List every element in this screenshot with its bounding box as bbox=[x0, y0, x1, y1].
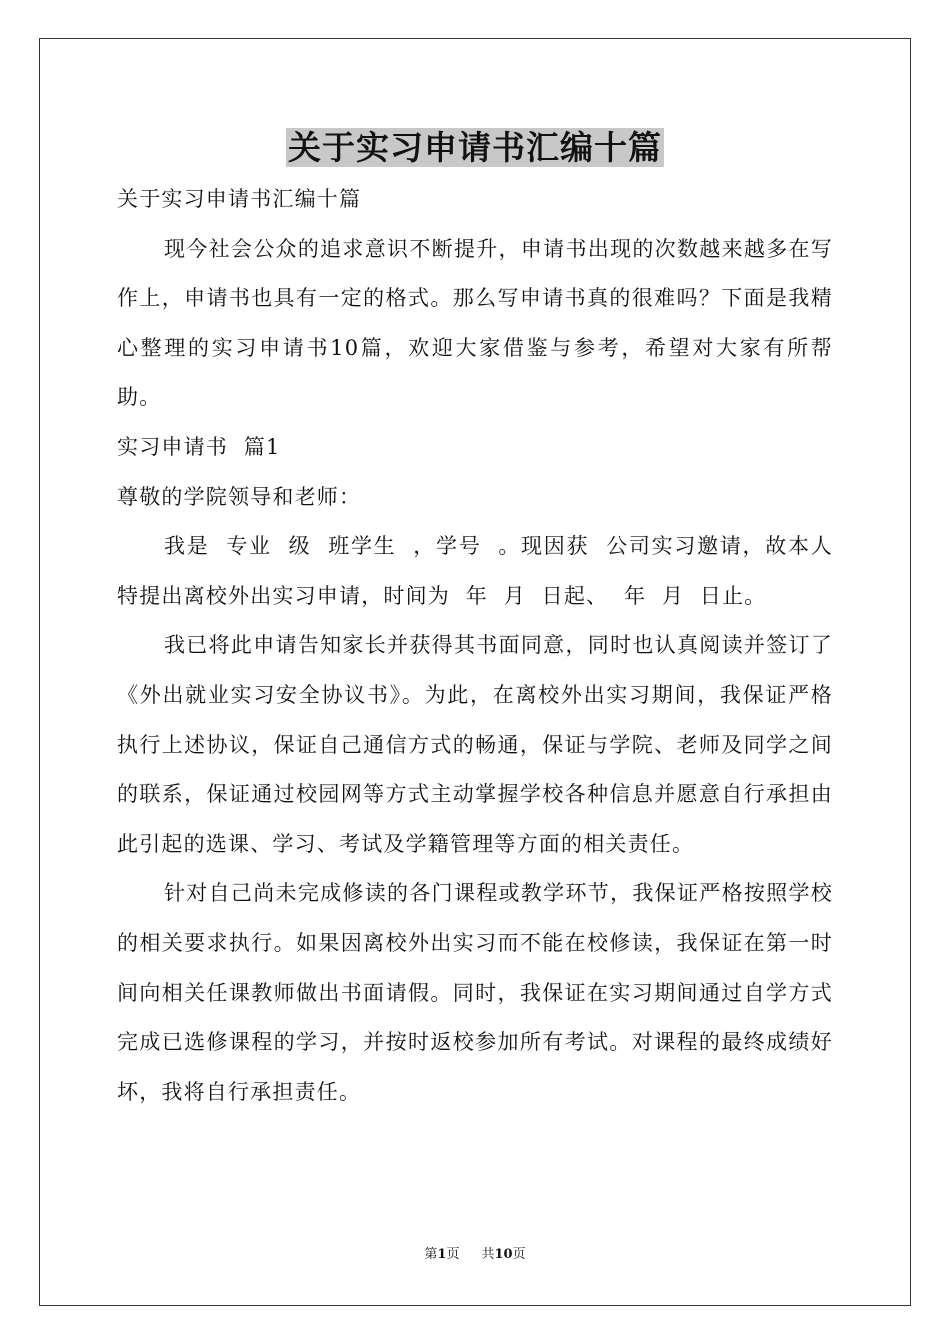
footer-prefix: 第 bbox=[424, 1247, 438, 1262]
salutation: 尊敬的学院领导和老师： bbox=[117, 484, 362, 509]
paragraph-application: 我是 专业 级 班学生 ，学号 。现因获 公司实习邀请，故本人特提出离校外出实习申请，时间为 年 月 日起、 年 月 日止。 bbox=[117, 534, 833, 608]
footer-total-suffix: 页 bbox=[512, 1247, 526, 1262]
paragraph-commitment: 我已将此申请告知家长并获得其书面同意，同时也认真阅读并签订了《外出就业实习安全协议书》。为此，在离校外出实习期间，我保证严格执行上述协议，保证自己通信方式的畅通，保证与学院、老师及同学之间的联系，保证通过校园网等方式主动掌握学校各种信息并愿意自行承担由此引起的选课、学习、考试及学籍管理等方面的相关责任。 bbox=[117, 633, 833, 856]
document-title-text: 关于实习申请书汇编十篇 bbox=[288, 128, 662, 167]
page-footer bbox=[0, 1246, 950, 1264]
document-body bbox=[117, 175, 833, 1117]
footer-page-suffix: 页 bbox=[446, 1247, 460, 1262]
footer-total-pages: 10 bbox=[494, 1247, 513, 1262]
paragraph-courses: 针对自己尚未完成修读的各门课程或教学环节，我保证严格按照学校的相关要求执行。如果因离校外出实习而不能在校修读，我保证在第一时间向相关任课教师做出书面请假。同时，我保证在实习期间通过自学方式完成已选修课程的学习，并按时返校参加所有考试。对课程的最终成绩好坏，我将自行承担责任。 bbox=[117, 881, 833, 1104]
paragraph-subtitle: 关于实习申请书汇编十篇 bbox=[117, 187, 362, 211]
footer-page-number: 1 bbox=[437, 1247, 447, 1262]
paragraph-intro: 现今社会公众的追求意识不断提升，申请书出现的次数越来越多在写作上，申请书也具有一定的格式。那么写申请书真的很难吗？下面是我精心整理的实习申请书10篇，欢迎大家借鉴与参考，希望对大家有所帮助。 bbox=[117, 236, 833, 410]
document-title bbox=[0, 126, 950, 170]
footer-total-prefix: 共 bbox=[481, 1247, 495, 1262]
section-heading: 实习申请书 篇1 bbox=[117, 434, 281, 459]
